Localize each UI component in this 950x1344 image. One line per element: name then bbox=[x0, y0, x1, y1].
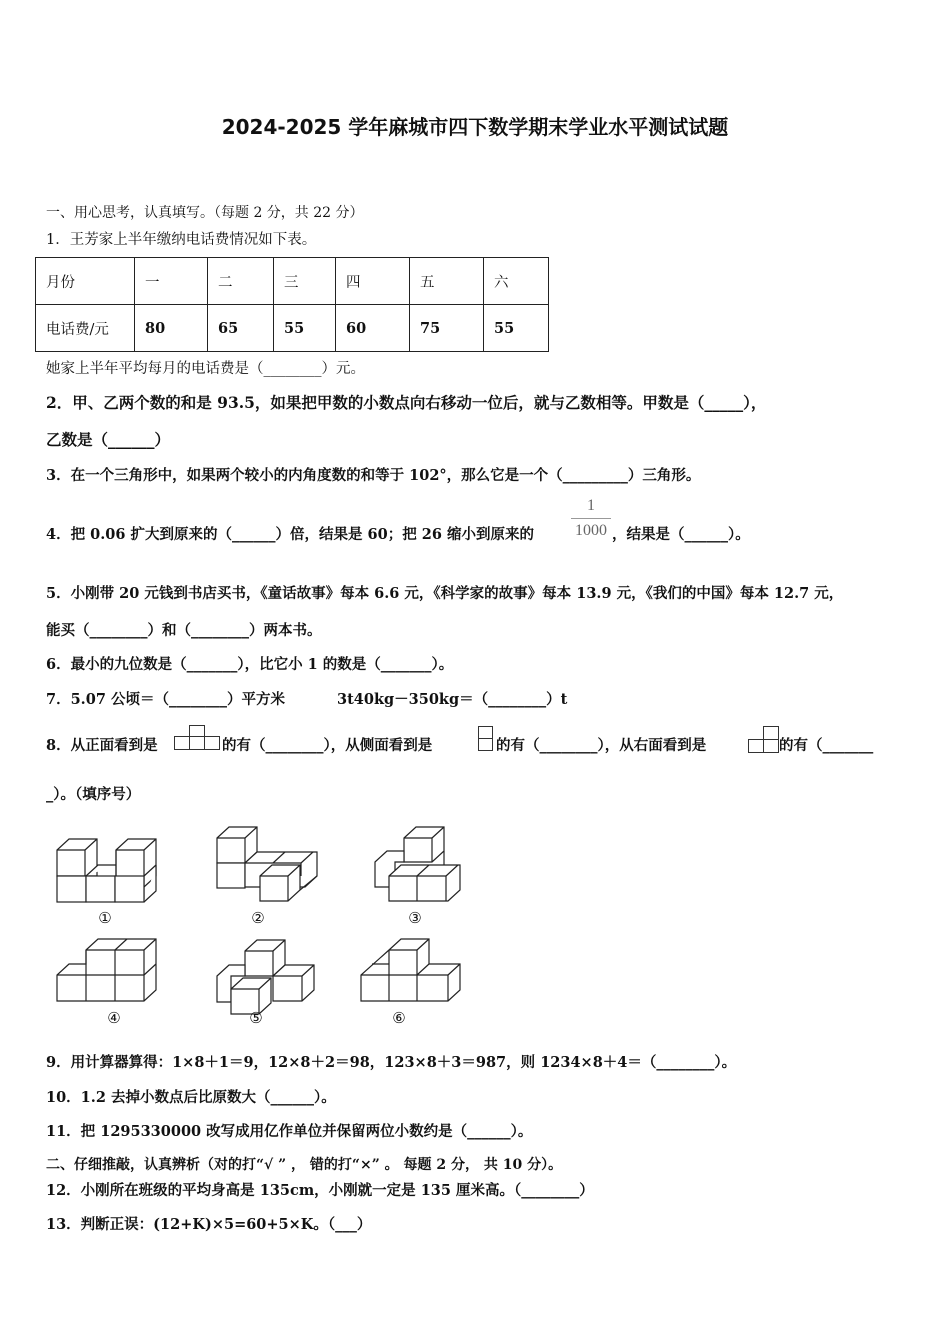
question-8-seg-4: 的有（_______ bbox=[779, 737, 874, 754]
figure-label-5: ⑤ bbox=[249, 1009, 263, 1027]
table-cell-month: 一 bbox=[135, 258, 208, 305]
table-cell-month: 四 bbox=[336, 258, 410, 305]
table-header-label: 月份 bbox=[36, 258, 135, 305]
table-cell-month: 二 bbox=[208, 258, 274, 305]
table-cell-month: 三 bbox=[274, 258, 336, 305]
question-7-part-1: 7．5.07 公顷＝（________）平方米 bbox=[46, 691, 285, 708]
table-cell-fee: 55 bbox=[484, 305, 549, 352]
front-view-shape-icon bbox=[174, 725, 222, 751]
table-cell-fee: 60 bbox=[336, 305, 410, 352]
question-5-line-2: 能买（________）和（________）两本书。 bbox=[46, 622, 322, 639]
fraction-1-1000 bbox=[571, 496, 611, 540]
side-view-shape-icon bbox=[478, 726, 494, 752]
section-2-heading: 二、仔细推敲，认真辨析（对的打“√ ” ， 错的打“×” 。 每题 2 分， 共 10 分）。 bbox=[46, 1157, 563, 1173]
question-11-text: 11．把 1295330000 改写成用亿作单位并保留两位小数约是（______）。 bbox=[46, 1123, 533, 1140]
question-4-before: 4．把 0.06 扩大到原来的（______）倍，结果是 60；把 26 缩小到原来的 bbox=[46, 526, 534, 543]
figure-label-3: ③ bbox=[408, 909, 422, 927]
question-5-line-1: 5．小刚带 20 元钱到书店买书，《童话故事》每本 6.6 元，《科学家的故事》每本 13.9 元，《我们的中国》每本 12.7 元， bbox=[46, 585, 844, 602]
table-cell-fee: 80 bbox=[135, 305, 208, 352]
cube-figure-1 bbox=[57, 839, 156, 902]
question-1-text: 1．王芳家上半年缴纳电话费情况如下表。 bbox=[46, 232, 317, 248]
cube-figure-5 bbox=[217, 940, 314, 1014]
table-row-label: 电话费/元 bbox=[36, 305, 135, 352]
question-8-seg-3: 的有（________），从右面看到是 bbox=[496, 737, 707, 754]
table-row-fee bbox=[36, 305, 549, 352]
cube-figure-4 bbox=[57, 939, 156, 1001]
question-6-text: 6．最小的九位数是（_______），比它小 1 的数是（_______）。 bbox=[46, 656, 454, 673]
figure-label-1: ① bbox=[98, 909, 112, 927]
question-13-text: 13．判断正误：(12+K)×5=60+5×K。（___） bbox=[46, 1216, 372, 1233]
right-view-shape-icon bbox=[748, 726, 780, 754]
fraction-bar bbox=[571, 518, 611, 519]
table-row-month bbox=[36, 258, 549, 305]
question-4-after: ，结果是（______）。 bbox=[612, 526, 750, 543]
cube-figures bbox=[50, 820, 510, 1035]
phone-fee-table bbox=[35, 257, 549, 352]
figure-label-4: ④ bbox=[107, 1009, 121, 1027]
question-2-line-1: 2．甲、乙两个数的和是 93.5，如果把甲数的小数点向右移动一位后，就与乙数相等。甲数是（_____）， bbox=[46, 393, 767, 412]
question-12-text: 12．小刚所在班级的平均身高是 135cm，小刚就一定是 135 厘米高。（________） bbox=[46, 1182, 594, 1199]
figure-label-2: ② bbox=[251, 909, 265, 927]
question-7-part-2: 3t40kg－350kg＝（________）t bbox=[337, 691, 568, 708]
table-cell-fee: 75 bbox=[410, 305, 484, 352]
question-8-seg-1: 8．从正面看到是 bbox=[46, 737, 158, 754]
page-title: 2024-2025 学年麻城市四下数学期末学业水平测试试题 bbox=[221, 115, 729, 139]
table-cell-fee: 65 bbox=[208, 305, 274, 352]
fraction-numerator: 1 bbox=[587, 497, 595, 514]
table-cell-month: 五 bbox=[410, 258, 484, 305]
table-cell-fee: 55 bbox=[274, 305, 336, 352]
question-2-line-2: 乙数是（______） bbox=[46, 430, 171, 449]
table-cell-month: 六 bbox=[484, 258, 549, 305]
cube-figure-3 bbox=[375, 827, 460, 901]
fraction-denominator: 1000 bbox=[575, 522, 607, 539]
cube-figure-2 bbox=[217, 827, 317, 901]
question-10-text: 10．1.2 去掉小数点后比原数大（______）。 bbox=[46, 1089, 336, 1106]
question-9-text: 9．用计算器算得：1×8＋1＝9，12×8＋2＝98，123×8＋3＝987，则 1234×8＋4＝（________）。 bbox=[46, 1054, 737, 1071]
question-1-prompt: 她家上半年平均每月的电话费是（________）元。 bbox=[46, 361, 365, 377]
question-8-seg-2: 的有（________），从侧面看到是 bbox=[222, 737, 433, 754]
question-8-line-2: _）。（填序号） bbox=[46, 786, 141, 803]
figure-label-6: ⑥ bbox=[392, 1009, 406, 1027]
question-3-text: 3．在一个三角形中，如果两个较小的内角度数的和等于 102°，那么它是一个（_________）三角形。 bbox=[46, 467, 701, 484]
section-1-heading: 一、用心思考，认真填写。（每题 2 分，共 22 分） bbox=[46, 205, 364, 221]
cube-figure-6 bbox=[361, 939, 460, 1001]
